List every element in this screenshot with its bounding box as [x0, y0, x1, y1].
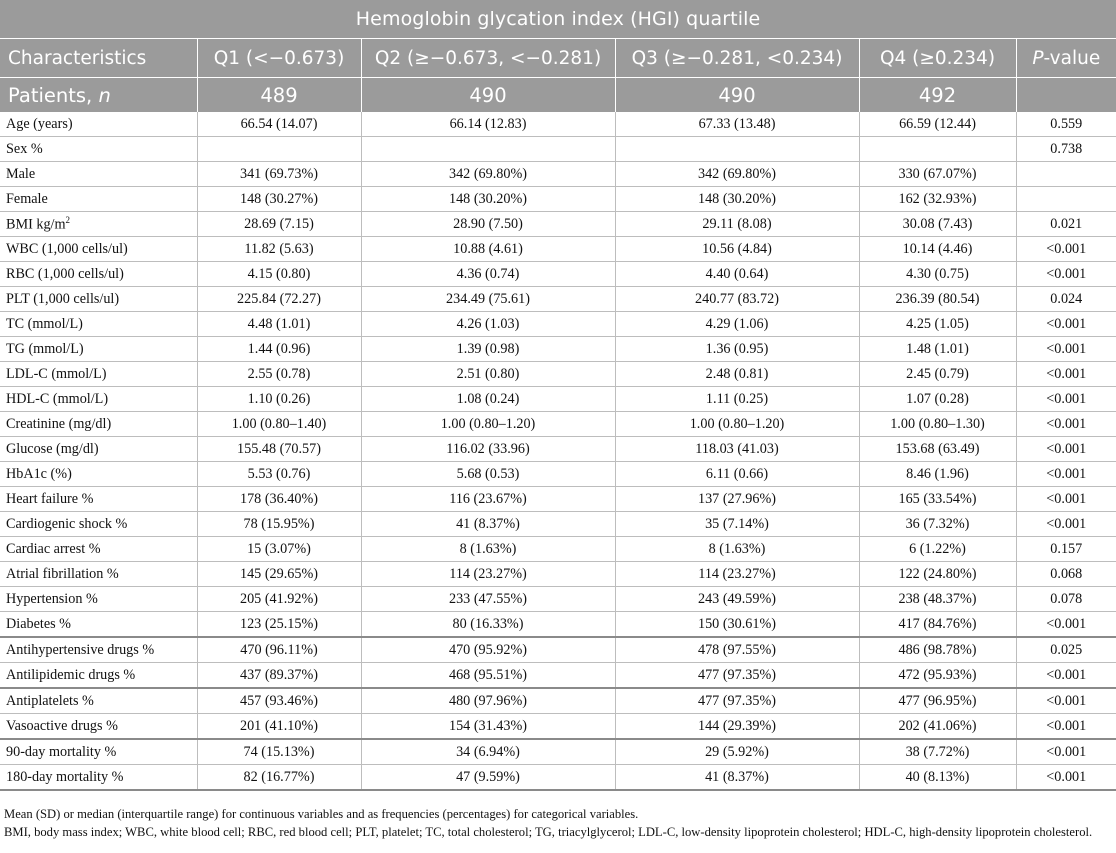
cell-q3: 342 (69.80%) [615, 162, 859, 187]
table-row [0, 512, 1116, 537]
cell-q2: 8 (1.63%) [361, 537, 615, 562]
cell-q3: 1.36 (0.95) [615, 337, 859, 362]
cell-q2: 480 (97.96%) [361, 688, 615, 714]
cell-q1: 123 (25.15%) [197, 612, 361, 638]
table-row [0, 137, 1116, 162]
row-label [0, 587, 197, 612]
cell-p: <0.001 [1016, 462, 1116, 487]
cell-q4: 122 (24.80%) [859, 562, 1016, 587]
cell-q4: 162 (32.93%) [859, 187, 1016, 212]
cell-p: 0.078 [1016, 587, 1116, 612]
table-row [0, 187, 1116, 212]
cell-q3: 29 (5.92%) [615, 739, 859, 765]
cell-q3: 148 (30.20%) [615, 187, 859, 212]
cell-q3: 144 (29.39%) [615, 714, 859, 740]
table-row [0, 587, 1116, 612]
row-label-text: Atrial fibrillation % [6, 565, 119, 582]
cell-q3: 1.11 (0.25) [615, 387, 859, 412]
row-label [0, 412, 197, 437]
table-row [0, 212, 1116, 237]
cell-q2: 470 (95.92%) [361, 637, 615, 663]
row-label [0, 537, 197, 562]
cell-q4: 66.59 (12.44) [859, 112, 1016, 137]
patients-q4: 492 [859, 78, 1016, 113]
cell-q2: 342 (69.80%) [361, 162, 615, 187]
row-label-text: Age (years) [6, 115, 73, 132]
cell-q4: 165 (33.54%) [859, 487, 1016, 512]
header-q4: Q4 (≥0.234) [859, 39, 1016, 78]
row-label-text: 180-day mortality % [6, 768, 124, 785]
row-label-text: TG (mmol/L) [6, 340, 84, 357]
row-label-text: LDL-C (mmol/L) [6, 365, 107, 382]
footnote-stats: Mean (SD) or median (interquartile range) for continuous variables and as frequencies (percentages) for categorical variables. [4, 807, 639, 821]
cell-p [1016, 162, 1116, 187]
cell-q2: 1.39 (0.98) [361, 337, 615, 362]
cell-p: <0.001 [1016, 765, 1116, 791]
cell-q3: 6.11 (0.66) [615, 462, 859, 487]
table-row [0, 112, 1116, 137]
header-q1: Q1 (<−0.673) [197, 39, 361, 78]
cell-q1: 5.53 (0.76) [197, 462, 361, 487]
cell-p: <0.001 [1016, 237, 1116, 262]
row-label-text: TC (mmol/L) [6, 315, 83, 332]
row-label-text: PLT (1,000 cells/ul) [6, 290, 120, 307]
cell-q2: 10.88 (4.61) [361, 237, 615, 262]
cell-p: <0.001 [1016, 739, 1116, 765]
row-label [0, 714, 197, 740]
row-label [0, 437, 197, 462]
cell-q1: 66.54 (14.07) [197, 112, 361, 137]
row-label [0, 688, 197, 714]
row-label-text: Heart failure % [6, 490, 94, 507]
table-row [0, 487, 1116, 512]
cell-q4: 10.14 (4.46) [859, 237, 1016, 262]
row-label [0, 262, 197, 287]
cell-p [1016, 187, 1116, 212]
cell-q4: 236.39 (80.54) [859, 287, 1016, 312]
cell-q2: 116 (23.67%) [361, 487, 615, 512]
row-label-text: Creatinine (mg/dl) [6, 415, 112, 432]
cell-q3: 35 (7.14%) [615, 512, 859, 537]
table-row [0, 765, 1116, 791]
cell-q3: 477 (97.35%) [615, 663, 859, 689]
cell-p: <0.001 [1016, 612, 1116, 638]
footnote-abbreviations: BMI, body mass index; WBC, white blood cell; RBC, red blood cell; PLT, platelet; TC, total cholesterol; TG, triacylglycerol; LDL-C, low-density lipoprotein cholesterol; HDL-C, high-density lipoprotein cholesterol. [4, 825, 1093, 839]
cell-q1: 4.48 (1.01) [197, 312, 361, 337]
table-row [0, 312, 1116, 337]
cell-q1: 201 (41.10%) [197, 714, 361, 740]
cell-q2: 2.51 (0.80) [361, 362, 615, 387]
header-q3: Q3 (≥−0.281, <0.234) [615, 39, 859, 78]
cell-p: <0.001 [1016, 387, 1116, 412]
row-label [0, 212, 197, 237]
header-p-value [1016, 39, 1116, 78]
cell-q1: 470 (96.11%) [197, 637, 361, 663]
patients-label [0, 78, 197, 113]
patients-p [1016, 78, 1116, 113]
cell-q3: 137 (27.96%) [615, 487, 859, 512]
cell-p: 0.559 [1016, 112, 1116, 137]
cell-q4: 238 (48.37%) [859, 587, 1016, 612]
row-label-text: WBC (1,000 cells/ul) [6, 240, 128, 257]
cell-q2: 1.08 (0.24) [361, 387, 615, 412]
cell-q3: 240.77 (83.72) [615, 287, 859, 312]
patients-label-italic: n [98, 83, 111, 107]
row-label [0, 562, 197, 587]
cell-q4: 1.07 (0.28) [859, 387, 1016, 412]
table-row [0, 637, 1116, 663]
cell-p: 0.738 [1016, 137, 1116, 162]
cell-p: <0.001 [1016, 714, 1116, 740]
cell-q1: 1.44 (0.96) [197, 337, 361, 362]
cell-p: <0.001 [1016, 262, 1116, 287]
row-label-text: Hypertension % [6, 590, 98, 607]
row-label-superscript: 2 [65, 214, 71, 225]
header-characteristics: Characteristics [0, 39, 197, 78]
cell-p: <0.001 [1016, 512, 1116, 537]
patients-label-prefix: Patients, [8, 83, 99, 107]
row-label-text: Cardiac arrest % [6, 540, 101, 557]
row-label-text: HbA1c (%) [6, 465, 72, 482]
cell-q3: 29.11 (8.08) [615, 212, 859, 237]
cell-q1: 457 (93.46%) [197, 688, 361, 714]
table-row [0, 287, 1116, 312]
cell-q1: 145 (29.65%) [197, 562, 361, 587]
cell-q1: 82 (16.77%) [197, 765, 361, 791]
header-p-italic: P [1032, 47, 1044, 69]
cell-q3: 114 (23.27%) [615, 562, 859, 587]
row-label [0, 637, 197, 663]
cell-q2: 4.26 (1.03) [361, 312, 615, 337]
patients-row [0, 78, 1116, 113]
cell-q2 [361, 137, 615, 162]
cell-q1: 74 (15.13%) [197, 739, 361, 765]
header-q2: Q2 (≥−0.673, <−0.281) [361, 39, 615, 78]
cell-q2: 5.68 (0.53) [361, 462, 615, 487]
cell-q4: 2.45 (0.79) [859, 362, 1016, 387]
row-label-text: Sex % [6, 140, 43, 157]
patients-q1: 489 [197, 78, 361, 113]
cell-q2: 468 (95.51%) [361, 663, 615, 689]
table-body [0, 112, 1116, 790]
cell-q1 [197, 137, 361, 162]
cell-p: 0.024 [1016, 287, 1116, 312]
cell-q2: 116.02 (33.96) [361, 437, 615, 462]
row-label [0, 137, 197, 162]
cell-q2: 234.49 (75.61) [361, 287, 615, 312]
cell-q4: 30.08 (7.43) [859, 212, 1016, 237]
cell-p: <0.001 [1016, 663, 1116, 689]
cell-q1: 1.00 (0.80–1.40) [197, 412, 361, 437]
cell-p: <0.001 [1016, 487, 1116, 512]
cell-q1: 2.55 (0.78) [197, 362, 361, 387]
cell-q4: 477 (96.95%) [859, 688, 1016, 714]
table-footnotes [0, 805, 1116, 841]
cell-p: <0.001 [1016, 337, 1116, 362]
table-row [0, 237, 1116, 262]
cell-q2: 154 (31.43%) [361, 714, 615, 740]
cell-q2: 233 (47.55%) [361, 587, 615, 612]
row-label [0, 312, 197, 337]
row-label-text: Glucose (mg/dl) [6, 440, 99, 457]
row-label-text: BMI kg/m [6, 216, 66, 233]
row-label [0, 765, 197, 791]
cell-q3: 478 (97.55%) [615, 637, 859, 663]
table-row [0, 688, 1116, 714]
cell-q4: 202 (41.06%) [859, 714, 1016, 740]
cell-q1: 225.84 (72.27) [197, 287, 361, 312]
cell-q1: 437 (89.37%) [197, 663, 361, 689]
cell-q1: 4.15 (0.80) [197, 262, 361, 287]
row-label [0, 362, 197, 387]
cell-q1: 15 (3.07%) [197, 537, 361, 562]
table-title: Hemoglobin glycation index (HGI) quartile [0, 0, 1116, 39]
cell-q4: 1.48 (1.01) [859, 337, 1016, 362]
cell-q4: 6 (1.22%) [859, 537, 1016, 562]
cell-p: 0.021 [1016, 212, 1116, 237]
row-label-text: Antiplatelets % [6, 692, 94, 709]
cell-q3: 243 (49.59%) [615, 587, 859, 612]
cell-q4: 38 (7.72%) [859, 739, 1016, 765]
table-row [0, 612, 1116, 638]
cell-q3 [615, 137, 859, 162]
cell-q3: 8 (1.63%) [615, 537, 859, 562]
table-row [0, 337, 1116, 362]
row-label [0, 663, 197, 689]
patients-q3: 490 [615, 78, 859, 113]
cell-q1: 155.48 (70.57) [197, 437, 361, 462]
cell-p: <0.001 [1016, 312, 1116, 337]
row-label [0, 387, 197, 412]
cell-q1: 11.82 (5.63) [197, 237, 361, 262]
row-label [0, 187, 197, 212]
row-label [0, 162, 197, 187]
cell-q4: 8.46 (1.96) [859, 462, 1016, 487]
row-label [0, 512, 197, 537]
cell-q2: 47 (9.59%) [361, 765, 615, 791]
cell-q4: 472 (95.93%) [859, 663, 1016, 689]
row-label [0, 739, 197, 765]
table-row [0, 714, 1116, 740]
row-label-text: Male [6, 165, 36, 182]
cell-q1: 28.69 (7.15) [197, 212, 361, 237]
table-row [0, 537, 1116, 562]
cell-q3: 477 (97.35%) [615, 688, 859, 714]
table-row [0, 412, 1116, 437]
cell-q2: 66.14 (12.83) [361, 112, 615, 137]
cell-q2: 114 (23.27%) [361, 562, 615, 587]
row-label [0, 287, 197, 312]
cell-q1: 1.10 (0.26) [197, 387, 361, 412]
cell-q4: 40 (8.13%) [859, 765, 1016, 791]
header-p-suffix: -value [1043, 47, 1101, 69]
table-row [0, 462, 1116, 487]
row-label [0, 462, 197, 487]
cell-p: <0.001 [1016, 362, 1116, 387]
cell-q1: 205 (41.92%) [197, 587, 361, 612]
cell-q3: 67.33 (13.48) [615, 112, 859, 137]
row-label-text: Cardiogenic shock % [6, 515, 128, 532]
patients-q2: 490 [361, 78, 615, 113]
column-header-row [0, 39, 1116, 78]
row-label-text: HDL-C (mmol/L) [6, 390, 109, 407]
cell-p: 0.068 [1016, 562, 1116, 587]
table-row [0, 387, 1116, 412]
cell-q2: 28.90 (7.50) [361, 212, 615, 237]
table-row [0, 437, 1116, 462]
cell-q1: 148 (30.27%) [197, 187, 361, 212]
cell-q4: 1.00 (0.80–1.30) [859, 412, 1016, 437]
row-label-text: Female [6, 190, 48, 207]
cell-q4: 330 (67.07%) [859, 162, 1016, 187]
cell-p: 0.157 [1016, 537, 1116, 562]
cell-q4: 36 (7.32%) [859, 512, 1016, 537]
row-label-text: RBC (1,000 cells/ul) [6, 265, 124, 282]
cell-q4: 4.30 (0.75) [859, 262, 1016, 287]
row-label-text: Diabetes % [6, 615, 72, 632]
cell-p: <0.001 [1016, 688, 1116, 714]
cell-q3: 10.56 (4.84) [615, 237, 859, 262]
cell-q3: 4.40 (0.64) [615, 262, 859, 287]
cell-q2: 4.36 (0.74) [361, 262, 615, 287]
cell-q3: 2.48 (0.81) [615, 362, 859, 387]
cell-p: <0.001 [1016, 437, 1116, 462]
table-row [0, 162, 1116, 187]
cell-p: <0.001 [1016, 412, 1116, 437]
cell-q3: 150 (30.61%) [615, 612, 859, 638]
cell-q3: 41 (8.37%) [615, 765, 859, 791]
row-label [0, 237, 197, 262]
row-label [0, 112, 197, 137]
cell-q2: 148 (30.20%) [361, 187, 615, 212]
table-row [0, 362, 1116, 387]
cell-q3: 118.03 (41.03) [615, 437, 859, 462]
cell-p: 0.025 [1016, 637, 1116, 663]
row-label-text: Antilipidemic drugs % [6, 666, 136, 683]
table-title-row [0, 0, 1116, 39]
cell-q4: 153.68 (63.49) [859, 437, 1016, 462]
cell-q1: 78 (15.95%) [197, 512, 361, 537]
table-row [0, 739, 1116, 765]
cell-q3: 4.29 (1.06) [615, 312, 859, 337]
cell-q2: 80 (16.33%) [361, 612, 615, 638]
cell-q4: 4.25 (1.05) [859, 312, 1016, 337]
table-row [0, 663, 1116, 689]
cell-q2: 41 (8.37%) [361, 512, 615, 537]
cell-q3: 1.00 (0.80–1.20) [615, 412, 859, 437]
row-label-text: 90-day mortality % [6, 743, 117, 760]
row-label-text: Antihypertensive drugs % [6, 641, 155, 658]
row-label [0, 337, 197, 362]
table-row [0, 562, 1116, 587]
cell-q4 [859, 137, 1016, 162]
cell-q4: 417 (84.76%) [859, 612, 1016, 638]
cell-q1: 341 (69.73%) [197, 162, 361, 187]
cell-q2: 1.00 (0.80–1.20) [361, 412, 615, 437]
cell-q1: 178 (36.40%) [197, 487, 361, 512]
cell-q4: 486 (98.78%) [859, 637, 1016, 663]
row-label [0, 487, 197, 512]
row-label [0, 612, 197, 638]
row-label-text: Vasoactive drugs % [6, 717, 118, 734]
cell-q2: 34 (6.94%) [361, 739, 615, 765]
table-row [0, 262, 1116, 287]
